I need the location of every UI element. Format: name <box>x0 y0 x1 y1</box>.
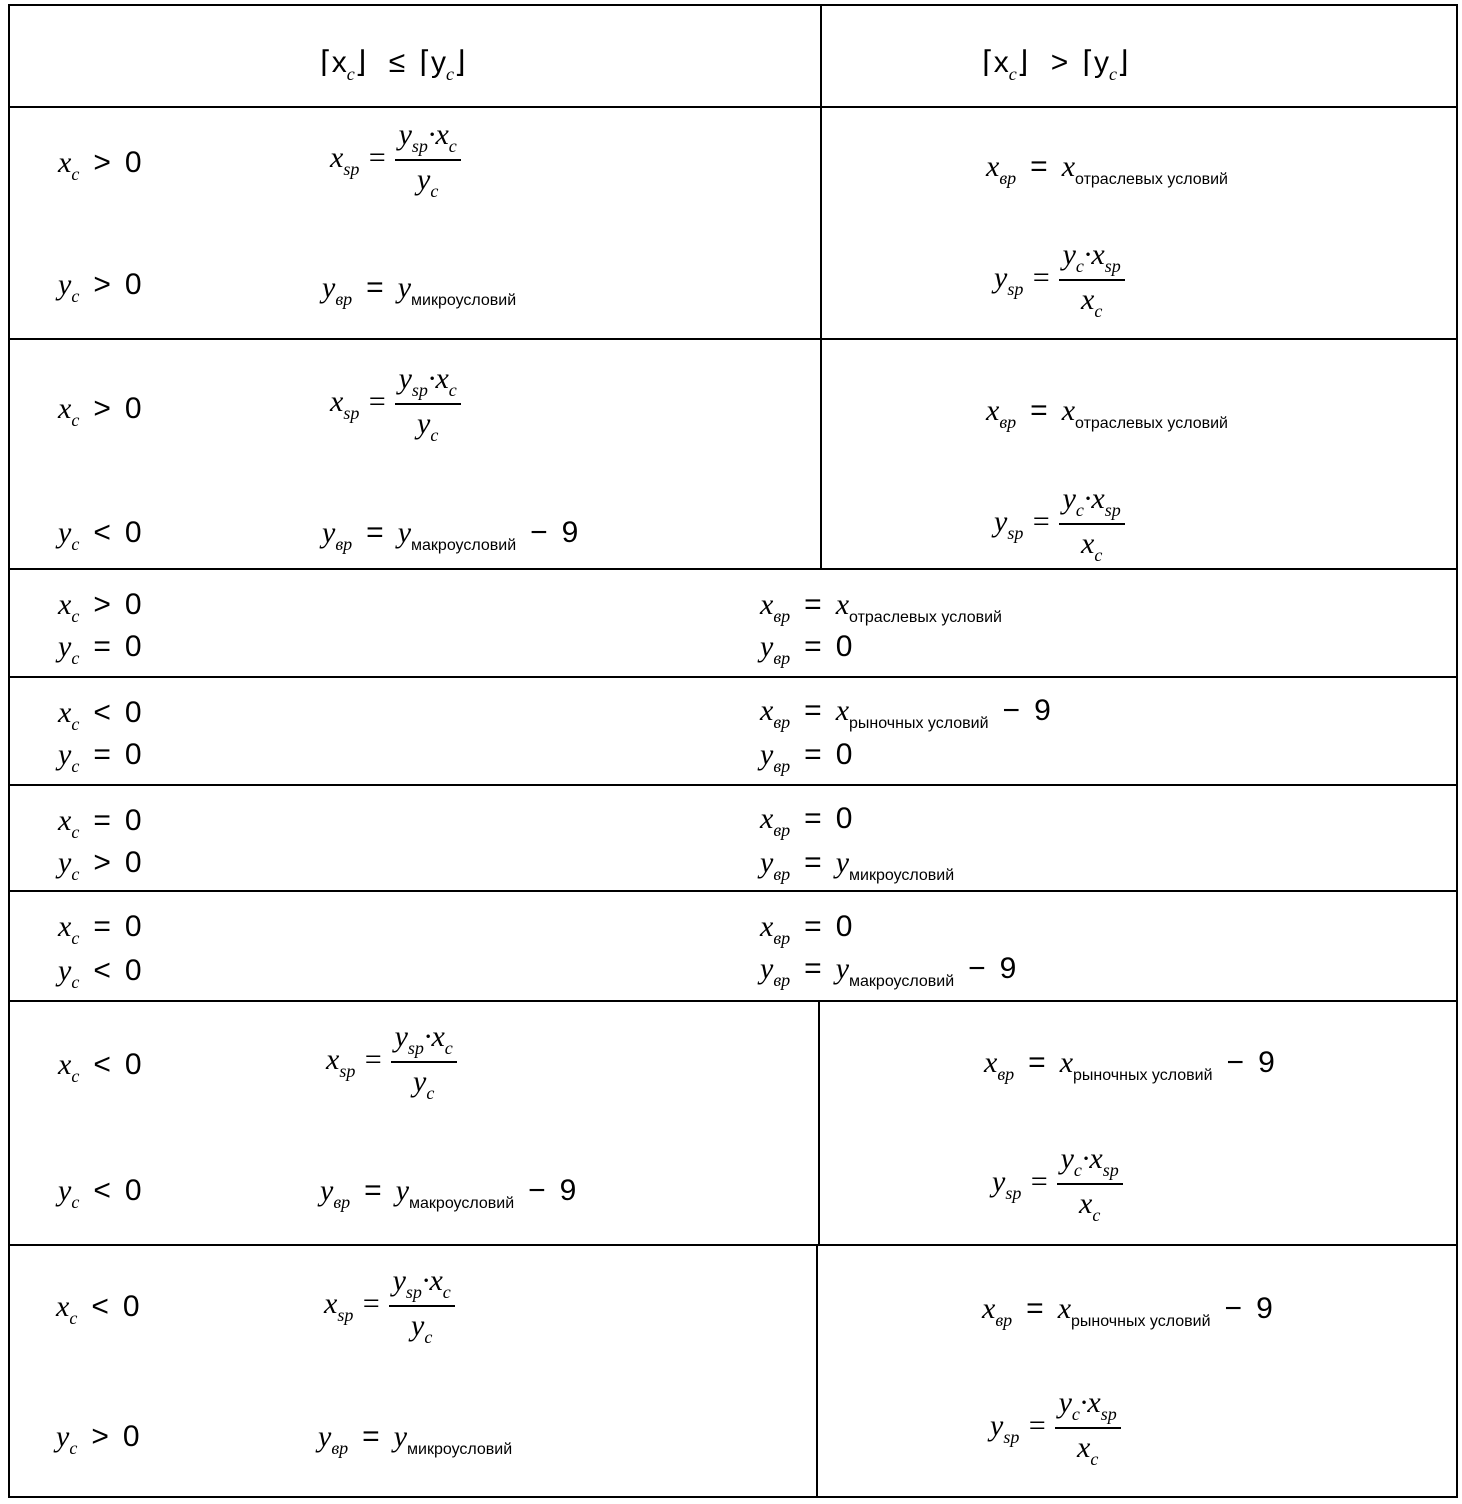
formula-x-sp: $x_{sp}$ = $\frac{y_{sp}\cdot x_c}{y_c}$ <box>330 118 461 202</box>
condition-y: $y_c < 0$ <box>58 516 142 554</box>
table-row <box>10 108 1456 340</box>
condition-x: $x_c < 0$ <box>58 1048 142 1086</box>
formula-x-sp: $x_{sp}$ = $\frac{y_{sp}\cdot x_c}{y_c}$ <box>330 362 461 446</box>
formula-y-vr: $y_{вр} = y_{макроусловий} - 9$ <box>322 516 579 554</box>
condition-y: $y_c < 0$ <box>58 954 142 992</box>
condition-x: $x_c < 0$ <box>58 696 142 734</box>
column-divider <box>820 108 822 338</box>
table-row <box>10 786 1456 892</box>
condition-y: $y_c > 0$ <box>58 268 142 306</box>
condition-y: $y_c < 0$ <box>58 1174 142 1212</box>
table-row <box>10 1002 1456 1246</box>
formula-y-sp: $y_{sp}$ = $\frac{y_c\cdot x_{sp}}{x_c}$ <box>994 482 1125 566</box>
table-row <box>10 340 1456 570</box>
condition-x: $x_c = 0$ <box>58 910 142 948</box>
condition-x: $x_c > 0$ <box>58 392 142 430</box>
formula-x-vr: $x_{вр} = 0$ <box>760 802 853 840</box>
formula-x-vr: $x_{вр} = x_{отраслевых условий}$ <box>986 394 1228 432</box>
header-left: $⌈x_c⌋$ ≤ $⌈y_c⌋$ <box>320 46 466 84</box>
formula-y-vr: $y_{вр} = 0$ <box>760 738 853 776</box>
formula-y-vr: $y_{вр} = y_{макроусловий} - 9$ <box>760 952 1017 990</box>
formula-x-sp: $x_{sp}$ = $\frac{y_{sp}\cdot x_c}{y_c}$ <box>324 1264 455 1348</box>
formula-x-sp: $x_{sp}$ = $\frac{y_{sp}\cdot x_c}{y_c}$ <box>326 1020 457 1104</box>
table-row <box>10 892 1456 1002</box>
condition-y: $y_c > 0$ <box>56 1420 140 1458</box>
formula-y-sp: $y_{sp}$ = $\frac{y_c\cdot x_{sp}}{x_c}$ <box>994 238 1125 322</box>
condition-y: $y_c = 0$ <box>58 630 142 668</box>
column-divider <box>820 340 822 568</box>
formula-x-vr: $x_{вр} = x_{рыночных условий} - 9$ <box>984 1046 1275 1084</box>
condition-y: $y_c = 0$ <box>58 738 142 776</box>
formula-x-vr: $x_{вр} = x_{отраслевых условий}$ <box>986 150 1228 188</box>
table-row <box>10 1246 1456 1496</box>
formula-x-vr: $x_{вр} = x_{рыночных условий} - 9$ <box>760 694 1051 732</box>
table-row <box>10 570 1456 678</box>
header-right: $⌈x_c⌋$ > $⌈y_c⌋$ <box>982 46 1129 84</box>
formula-y-sp: $y_{sp}$ = $\frac{y_c\cdot x_{sp}}{x_c}$ <box>992 1142 1123 1226</box>
header-row <box>10 6 1456 108</box>
formula-table <box>8 4 1458 1498</box>
condition-y: $y_c > 0$ <box>58 846 142 884</box>
formula-y-vr: $y_{вр} = y_{микроусловий}$ <box>322 271 517 309</box>
column-divider <box>820 6 822 106</box>
formula-y-vr: $y_{вр} = 0$ <box>760 630 853 668</box>
formula-y-vr: $y_{вр} = y_{микроусловий}$ <box>760 846 955 884</box>
formula-x-vr: $x_{вр} = x_{рыночных условий} - 9$ <box>982 1292 1273 1330</box>
formula-y-sp: $y_{sp}$ = $\frac{y_c\cdot x_{sp}}{x_c}$ <box>990 1386 1121 1470</box>
formula-y-vr: $y_{вр} = y_{микроусловий}$ <box>318 1420 513 1458</box>
condition-x: $x_c > 0$ <box>58 588 142 626</box>
column-divider <box>816 1246 818 1496</box>
formula-x-vr: $x_{вр} = x_{отраслевых условий}$ <box>760 588 1002 626</box>
condition-x: $x_c > 0$ <box>58 146 142 184</box>
formula-x-vr: $x_{вр} = 0$ <box>760 910 853 948</box>
formula-y-vr: $y_{вр} = y_{макроусловий} - 9$ <box>320 1174 577 1212</box>
table-row <box>10 678 1456 786</box>
condition-x: $x_c < 0$ <box>56 1290 140 1328</box>
column-divider <box>818 1002 820 1244</box>
condition-x: $x_c = 0$ <box>58 804 142 842</box>
